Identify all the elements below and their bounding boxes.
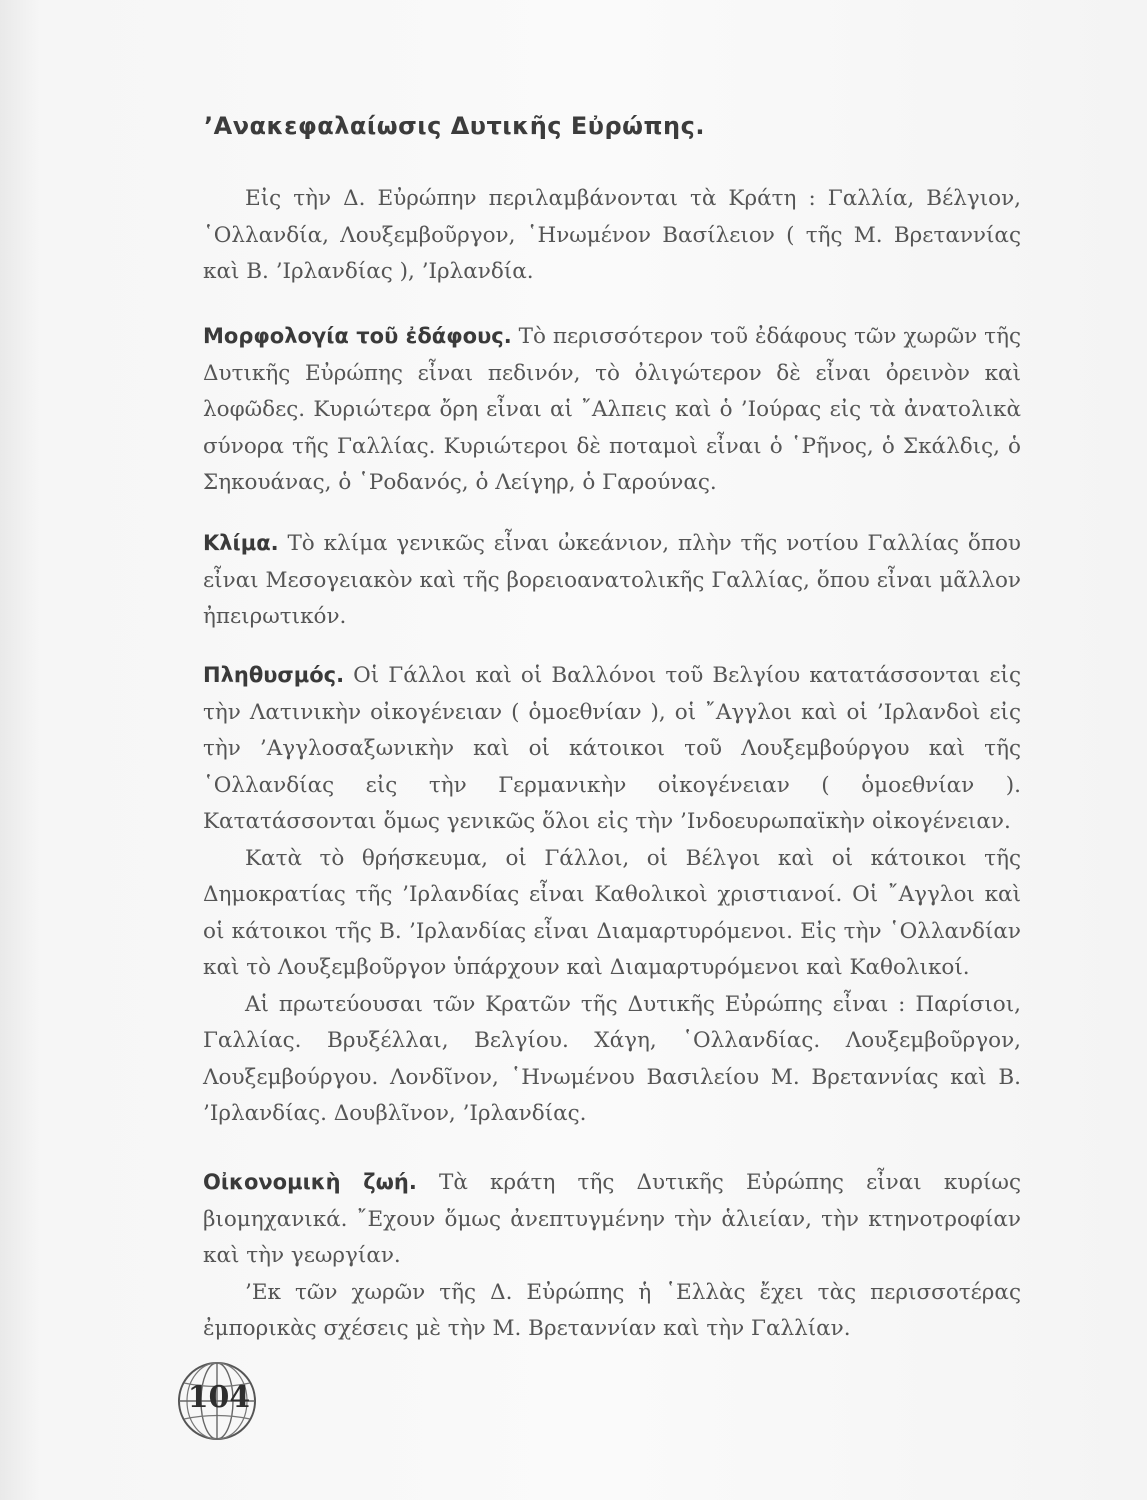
- economy-block: [203, 1164, 1021, 1348]
- population-title: Πληθυσμός.: [203, 663, 345, 687]
- population-block: [203, 657, 1021, 1133]
- climate-text: Τὸ κλίμα γενικῶς εἶναι ὠκεάνιον, πλὴν τῆς νοτίου Γαλλίας ὅπου εἶναι Μεσογειακὸν καὶ τῆς βορειοανατολικῆς Γαλλίας, ὅπου εἶναι μᾶλλον ἠπειρωτικόν.: [203, 531, 1021, 629]
- economy-paragraph: [203, 1164, 1021, 1275]
- climate-title: Κλίμα.: [203, 531, 279, 555]
- morphology-paragraph: [203, 318, 1021, 502]
- religion-paragraph: Κατὰ τὸ θρήσκευμα, οἱ Γάλλοι, οἱ Βέλγοι καὶ οἱ κάτοικοι τῆς Δημοκρατίας τῆς ’Ιρλανδίας εἶναι Καθολικοὶ χριστιανοί. Οἱ ῎Αγγλοι καὶ οἱ κάτοικοι τῆς Β. ’Ιρλανδίας εἶναι Διαμαρτυρόμενοι. Εἰς τὴν ῾Ολλανδίαν καὶ τὸ Λουξεμβοῦργον ὑπάρχουν καὶ Διαμαρτυρόμενοι καὶ Καθολικοί.: [203, 845, 1021, 980]
- climate-paragraph: [203, 525, 1021, 636]
- morphology-title: Μορφολογία τοῦ ἐδάφους.: [203, 324, 512, 348]
- intro-block: [203, 181, 1021, 291]
- economy-title: Οἰκονομικὴ ζωή.: [203, 1170, 417, 1194]
- morphology-text: Τὸ περισσότερον τοῦ ἐδάφους τῶν χωρῶν τῆς Δυτικῆς Εὐρώπης εἶναι πεδινόν, τὸ ὀλιγώτερον δὲ εἶναι ὀρεινὸν καὶ λοφῶδες. Κυριώτερα ὄρη εἶναι αἱ ῎Αλπεις καὶ ὁ ’Ιούρας εἰς τὰ ἀνατολικὰ σύνορα τῆς Γαλλίας. Κυριώτεροι δὲ ποταμοὶ εἶναι ὁ ῾Ρῆνος, ὁ Σκάλδις, ὁ Σηκουάνας, ὁ ῾Ροδανός, ὁ Λείγηρ, ὁ Γαρούνας.: [203, 324, 1021, 495]
- page-number-badge: [174, 1358, 260, 1444]
- morphology-block: [203, 318, 1021, 502]
- trade-paragraph: ’Εκ τῶν χωρῶν τῆς Δ. Εὐρώπης ἡ ῾Ελλὰς ἔχει τὰς περισσοτέρας ἐμπορικὰς σχέσεις μὲ τὴν Μ. Βρεταννίαν καὶ τὴν Γαλλίαν.: [203, 1279, 1021, 1341]
- page-number: 104: [187, 1380, 251, 1415]
- economy-text: Τὰ κράτη τῆς Δυτικῆς Εὐρώπης εἶναι κυρίως βιομηχανικά. ῎Εχουν ὅμως ἀνεπτυγμένην τὴν ἁλιείαν, τὴν κτηνοτροφίαν καὶ τὴν γεωργίαν.: [203, 1170, 1021, 1268]
- section-heading: ’Ανακεφαλαίωσις Δυτικῆς Εὐρώπης.: [204, 112, 705, 140]
- population-text: Οἱ Γάλλοι καὶ οἱ Βαλλόνοι τοῦ Βελγίου κατατάσσονται εἰς τὴν Λατινικὴν οἰκογένειαν ( ὁμοεθνίαν ), οἱ ῎Αγγλοι καὶ οἱ ’Ιρλανδοὶ εἰς τὴν ’Αγγλοσαξωνικὴν καὶ οἱ κάτοικοι τοῦ Λουξεμβούργου καὶ τῆς ῾Ολλανδίας εἰς τὴν Γερμανικὴν οἰκογένειαν ( ὁμοεθνίαν ). Κατατάσσονται ὅμως γενικῶς ὅλοι εἰς τὴν ’Ινδοευρωπαϊκὴν οἰκογένειαν.: [203, 663, 1021, 834]
- intro-paragraph: Εἰς τὴν Δ. Εὐρώπην περιλαμβάνονται τὰ Κράτη : Γαλλία, Βέλγιον, ῾Ολλανδία, Λουξεμβοῦργον, ῾Ηνωμένον Βασίλειον ( τῆς Μ. Βρεταννίας καὶ Β. ’Ιρλανδίας ), ’Ιρλανδία.: [203, 186, 1021, 284]
- capitals-paragraph: Αἱ πρωτεύουσαι τῶν Κρατῶν τῆς Δυτικῆς Εὐρώπης εἶναι : Παρίσιοι, Γαλλίας. Βρυξέλλαι, Βελγίου. Χάγη, ῾Ολλανδίας. Λουξεμβοῦργον, Λουξεμβούργου. Λονδῖνον, ῾Ηνωμένου Βασιλείου Μ. Βρεταννίας καὶ Β. ’Ιρλανδίας. Δουβλῖνον, ’Ιρλανδίας.: [203, 991, 1021, 1126]
- climate-block: [203, 525, 1021, 636]
- population-paragraph: [203, 657, 1021, 841]
